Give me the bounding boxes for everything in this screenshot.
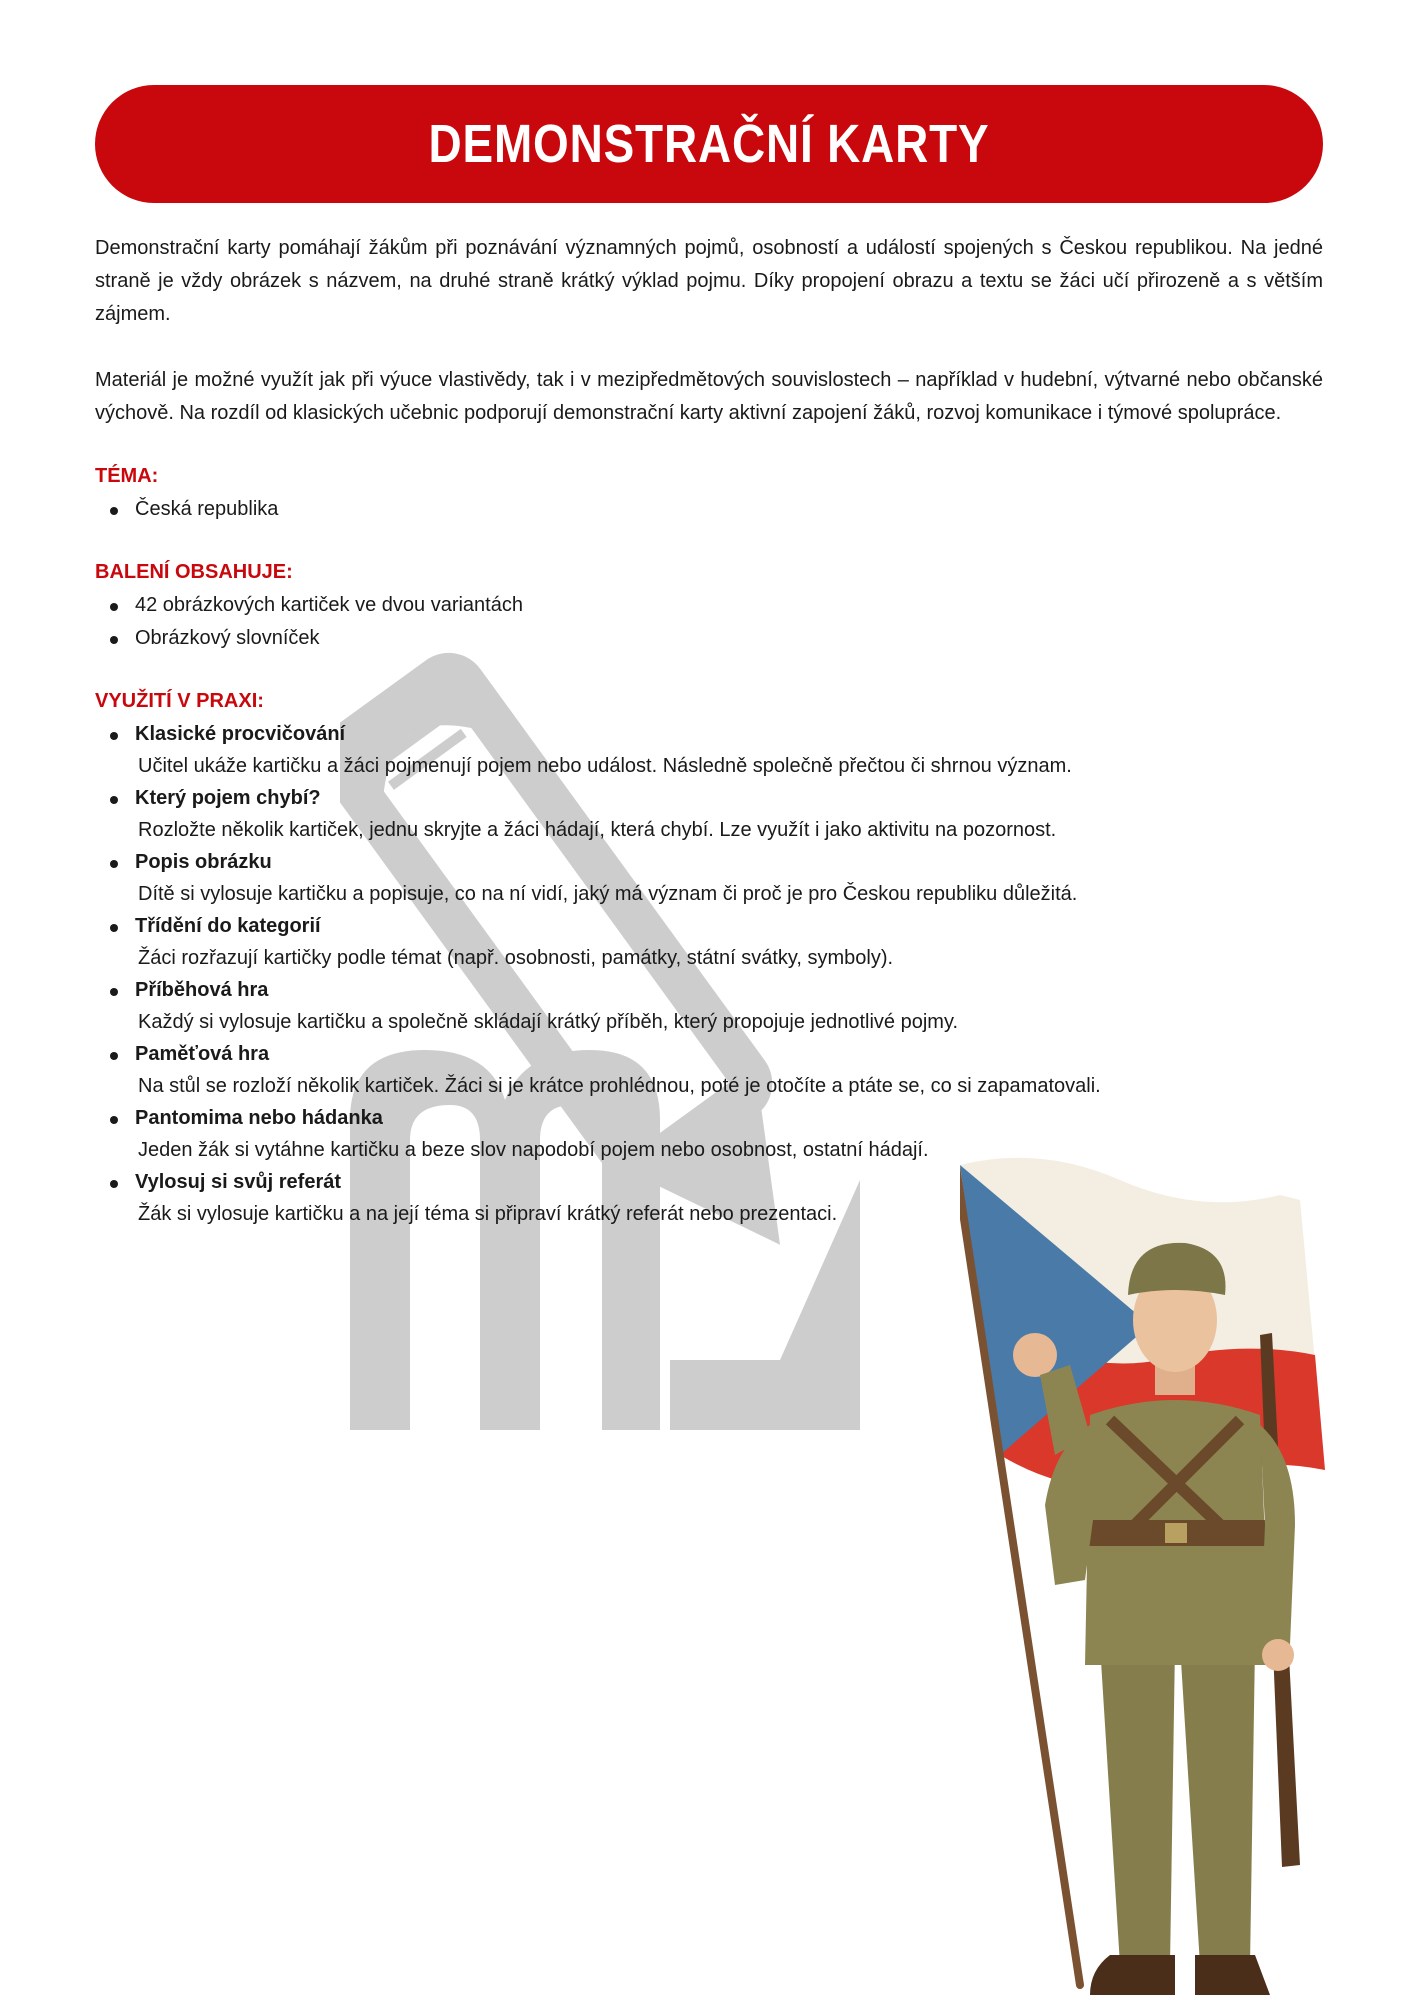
usage-item-title: Popis obrázku (135, 851, 272, 873)
usage-item (95, 910, 1323, 974)
usage-heading: VYUŽITÍ V PRAXI: (95, 690, 264, 712)
usage-item-title: Vylosuj si svůj referát (135, 1171, 342, 1193)
usage-item-description: Každý si vylosuje kartičku a společně skládají krátký příběh, který propojuje jednotlivé pojmy. (138, 1011, 959, 1033)
content (95, 232, 1323, 1230)
usage-item-title: Třídění do kategorií (135, 915, 321, 937)
usage-item-title: Klasické procvičování (135, 723, 346, 745)
usage-item (95, 846, 1323, 910)
usage-item-description: Učitel ukáže kartičku a žáci pojmenují pojem nebo událost. Následně společně přečtou či shrnou význam. (138, 755, 1072, 777)
list-item: Obrázkový slovníček (95, 622, 1323, 655)
intro-paragraph-2: Materiál je možné využít jak při výuce vlastivědy, tak i v mezipředmětových souvislostech – například v hudební, výtvarné nebo občanské výchově. Na rozdíl od klasických učebnic podporují demonstrační karty aktivní zapojení žáků, rozvoj komunikace i týmové spolupráce. (95, 369, 1323, 424)
soldier-with-flag-illustration (960, 1125, 1380, 2000)
theme-list (95, 493, 1323, 526)
package-heading: BALENÍ OBSAHUJE: (95, 561, 293, 583)
usage-item (95, 1038, 1323, 1102)
title-banner (95, 85, 1323, 203)
intro-paragraph-1: Demonstrační karty pomáhají žákům při poznávání významných pojmů, osobností a událostí spojených s Českou republikou. Na jedné straně je vždy obrázek s názvem, na druhé straně krátký výklad pojmu. Díky propojení obrazu a textu se žáci učí přirozeně a s větším zájmem. (95, 237, 1323, 325)
usage-item-title: Pantomima nebo hádanka (135, 1107, 383, 1129)
usage-item-title: Který pojem chybí? (135, 787, 321, 809)
usage-item-description: Žáci rozřazují kartičky podle témat (např. osobnosti, památky, státní svátky, symboly). (138, 947, 894, 969)
list-item: 42 obrázkových kartiček ve dvou variantách (95, 589, 1323, 622)
usage-item-title: Paměťová hra (135, 1043, 270, 1065)
usage-item-description: Dítě si vylosuje kartičku a popisuje, co na ní vidí, jaký má význam či proč je pro Českou republiku důležitá. (138, 883, 1078, 905)
usage-item-title: Příběhová hra (135, 979, 269, 1001)
usage-item-description: Rozložte několik kartiček, jednu skryjte a žáci hádají, která chybí. Lze využít i jako aktivitu na pozornost. (138, 819, 1057, 841)
list-item: Česká republika (95, 493, 1323, 526)
usage-item-description: Na stůl se rozloží několik kartiček. Žáci si je krátce prohlédnou, poté je otočíte a ptáte se, co si zapamatovali. (138, 1075, 1101, 1097)
package-list (95, 589, 1323, 655)
usage-item-description: Jeden žák si vytáhne kartičku a beze slov napodobí pojem nebo osobnost, ostatní hádají. (138, 1139, 929, 1161)
usage-item-description: Žák si vylosuje kartičku a na její téma si připraví krátký referát nebo prezentaci. (138, 1203, 838, 1225)
theme-heading: TÉMA: (95, 465, 159, 487)
usage-item (95, 782, 1323, 846)
usage-item (95, 974, 1323, 1038)
page-title: DEMONSTRAČNÍ KARTY (428, 114, 990, 174)
usage-item (95, 718, 1323, 782)
